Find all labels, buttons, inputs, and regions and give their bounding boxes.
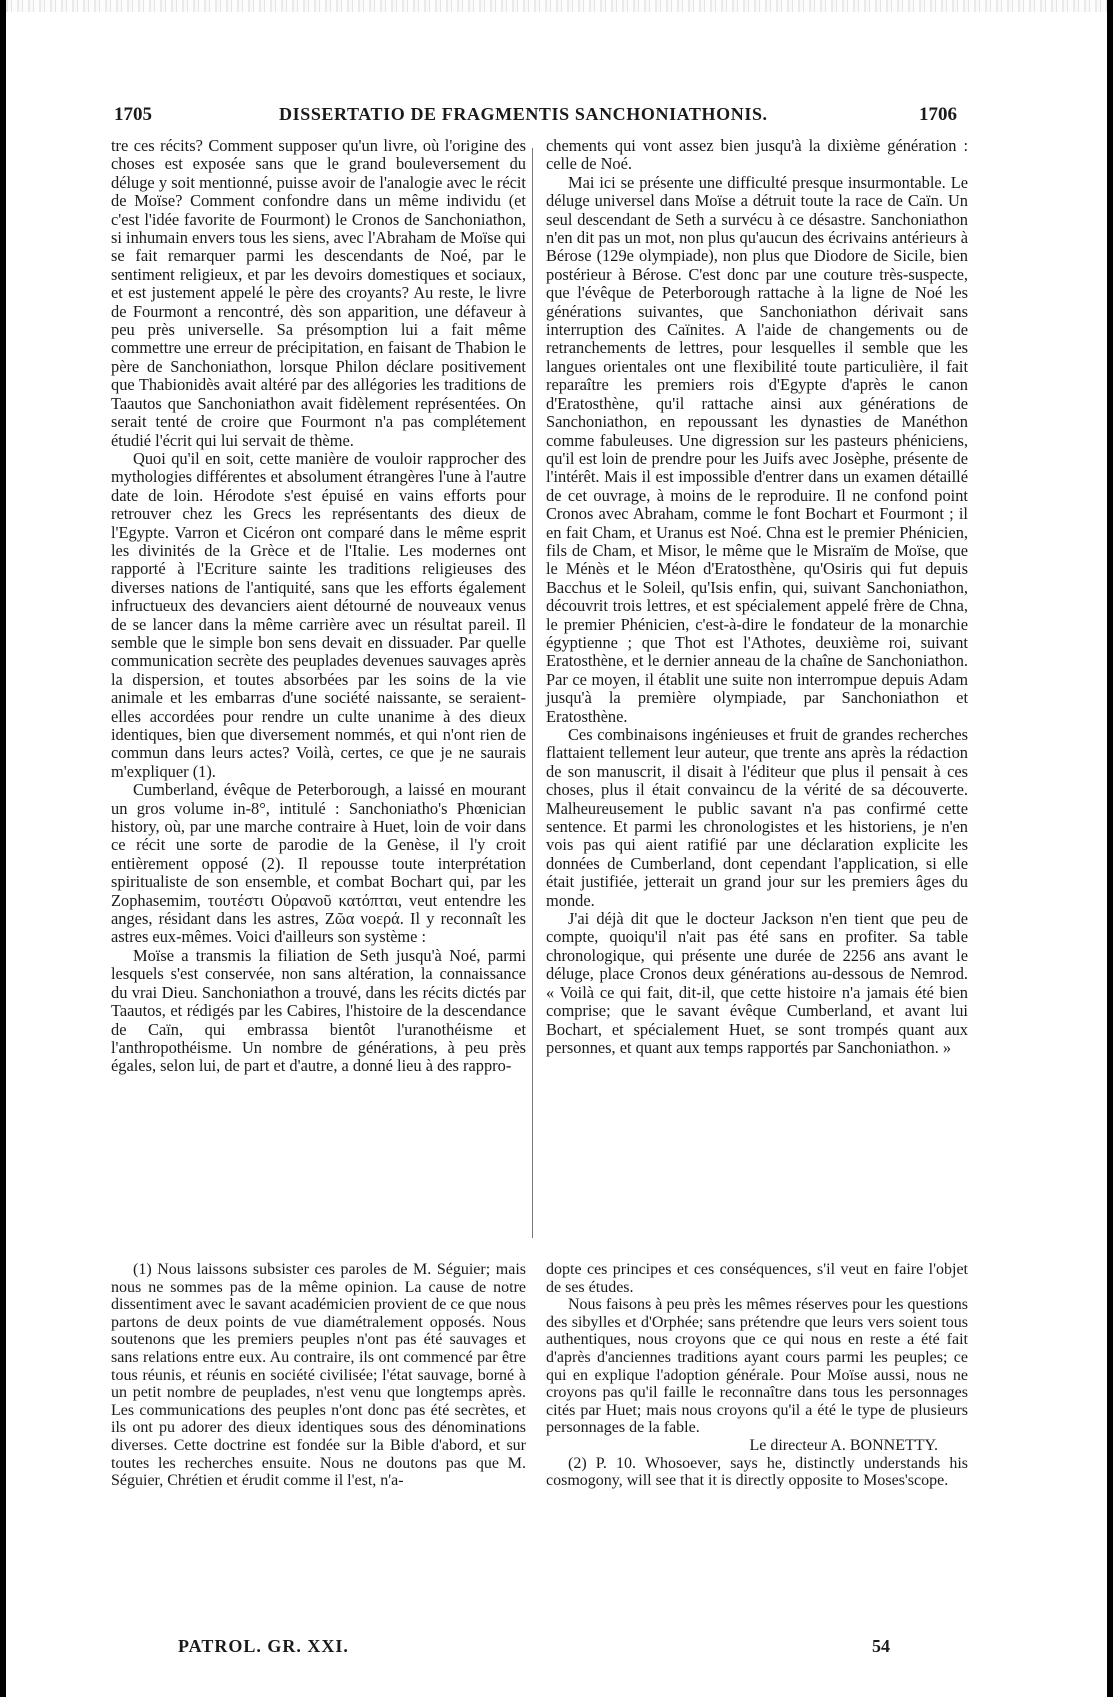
running-title: DISSERTATIO DE FRAGMENTIS SANCHONIATHONIS.	[279, 104, 768, 124]
footnote: (1) Nous laissons subsister ces paroles de M. Séguier; mais nous ne sommes pas de la même opinion. La cause de notre dissentiment avec le savant académicien provient de ce que nous partons de deux points de vue diamétralement opposés. Nous soutenons que les premiers peuples n'ont pas été sauvages et sans relations entre eux. Au contraire, ils ont commencé par être tous réunis, et réunis en société civilisée; l'état sauvage, borné à un petit nombre de peuplades, n'est venu que longtemps après. Les communications des peuples n'ont donc pas été secrètes, et ils ont pu adorer des dieux identiques sous des dénominations diverses. Cette doctrine est fondée sur la Bible d'abord, et sur toutes les recherches ensuite. Nous ne doutons pas que M. Séguier, Chrétien et érudit comme il l'est, n'a-	[111, 1261, 526, 1490]
paragraph: Mai ici se présente une difficulté presque insurmontable. Le déluge universel dans Moïse a détruit toute la race de Caïn. Un seul descendant de Seth a survécu à ce désastre. Sanchoniathon n'en dit pas un mot, non plus qu'aucun des écrivains antérieurs à Bérose (129e olympiade), non plus que Diodore de Sicile, bien postérieur à Bérose. C'est donc par une couture très-suspecte, que l'évêque de Peterborough rattache à la ligne de Noé les générations suivantes, que Sanchoniathon dérivait sans interruption des Caïnites. A l'aide de changements ou de retranchements de lettres, pour lesquelles il semble que les langues orientales ont une flexibilité toute particulière, il fait reparaître les premiers rois d'Egypte d'après le canon d'Eratosthène, qu'il rattache ainsi aux générations de Sanchoniathon, en repoussant les dynasties de Manéthon comme fabuleuses. Une digression sur les pasteurs phéniciens, qu'il est loin de prendre pour les Juifs avec Josèphe, présente de l'intérêt. Mais il est impossible d'entrer dans un examen détaillé de cet ouvrage, à moins de le reproduire. Il ne confond point Cronos avec Abraham, comme le font Bochart et Fourmont ; il en fait Cham, et Uranus est Noé. Chna est le premier Phénicien, fils de Cham, et Misor, le même que le Misraïm de Moïse, que le Ménès et le Méon d'Eratosthène, qu'Osiris qui fut depuis Bacchus et le Soleil, qu'Isis enfin, qui, suivant Sanchoniathon, découvrit trois lettres, et est spécialement appelé frère de Chna, le premier Phénicien, c'est-à-dire le fondateur de la monarchie égyptienne ; que Thot est l'Athotes, deuxième roi, suivant Eratosthène, et le dernier anneau de la chaîne de Sanchoniathon. Par ce moyen, il établit une suite non interrompue depuis Adam jusqu'à la première olympiade, par Sanchoniathon et Eratosthène.	[546, 172, 968, 726]
paragraph: Moïse a transmis la filiation de Seth jusqu'à Noé, parmi lesquels s'est conservée, non sans altération, la connaissance du vrai Dieu. Sanchoniathon a trouvé, dans les récits dictés par Taautos, et rédigés par les Cabires, l'histoire de la descendance de Caïn, qui embrassa bientôt l'uranothéisme et l'anthropothéisme. Un nombre de générations, à peu près égales, selon lui, de part et d'autre, a donné lieu à des rappro-	[111, 945, 526, 1076]
paragraph: J'ai déjà dit que le docteur Jackson n'en tient que peu de compte, quoiqu'il n'ait pas été sans en profiter. Sa table chronologique, qui présente une durée de 2256 ans avant le déluge, place Cronos deux générations au-dessous de Nemrod. « Voilà ce qui fait, dit-il, que cette histoire n'a jamais été bien comprise; que le savant évêque Cumberland, et avant lui Bochart, et spécialement Huet, se sont trompés quant aux personnes, et quant aux temps rapportés par Sanchoniathon. »	[546, 909, 968, 1057]
right-column	[546, 137, 968, 1057]
scanned-page	[6, 0, 1107, 1697]
footnote-continuation: dopte ces principes et ces conséquences, s'il veut en faire l'objet de ses études.	[546, 1261, 968, 1296]
left-column	[111, 137, 526, 1076]
paragraph: Quoi qu'il en soit, cette manière de vouloir rapprocher des mythologies différentes et absolument étrangères l'une à l'autre date de loin. Hérodote s'est épuisé en vains efforts pour retrouver chez les Grecs les représentants des dieux de l'Egypte. Varron et Cicéron ont comparé dans le même esprit les divinités de la Grèce et de l'Italie. Les modernes ont rapporté à l'Ecriture sainte les traditions religieuses des diverses nations de l'antiquité, sans que les efforts également infructueux des devanciers aient détourné de nouveaux venus de se lancer dans la même carrière avec un résultat pareil. Il semble que le simple bon sens devait en dissuader. Par quelle communication secrète des peuplades devenues sauvages après la dispersion, et toutes absorbées par les soins de la vie animale et les embarras d'une société naissante, se seraient-elles accordées pour rendre un culte unanime à des dieux identiques, bien que diversement nommés, et qui n'ont rien de commun dans leurs actes? Voilà, certes, ce que je ne saurais m'expliquer (1).	[111, 448, 526, 781]
editor-signature: Le directeur A. BONNETTY.	[749, 1436, 938, 1454]
footnotes-right	[546, 1261, 968, 1490]
page-number-right: 1706	[919, 104, 957, 125]
page-number-left: 1705	[114, 104, 152, 125]
paragraph: Ces combinaisons ingénieuses et fruit de grandes recherches flattaient tellement leur auteur, que trente ans après la rédaction de son manuscrit, il disait à l'éditeur que plus il pensait à ces choses, plus il était convaincu de la vérité de sa découverte. Malheureusement le public savant n'a pas confirmé cette sentence. Et parmi les chronologistes et les historiens, je n'en vois pas qui aient ratifié par une déclaration explicite les données de Cumberland, dont cependant l'application, si elle était justifiée, jetterait un grand jour sur les premiers âges du monde.	[546, 725, 968, 910]
collection-label: PATROL. GR. XXI.	[178, 1636, 349, 1656]
paragraph: chements qui vont assez bien jusqu'à la dixième génération : celle de Noé.	[546, 136, 968, 174]
signature-number: 54	[872, 1636, 890, 1656]
running-header	[6, 104, 1107, 134]
footnotes-left	[111, 1261, 526, 1490]
paragraph: Cumberland, évêque de Peterborough, a laissé en mourant un gros volume in-8°, intitulé : Sanchoniatho's Phœnician history, où, par une marche contraire à Huet, loin de voir dans ce récit une sorte de parodie de la Genèse, il l'y croit entièrement opposé (2). Il repousse toute interprétation spiritualiste de son ensemble, et combat Bochart qui, par les Zophasemim, τουτέστι Οὐρανοῦ κατόπται, veut entendre les anges, résidant dans les astres, Ζῶα νοερά. Il y reconnaît les astres eux-mêmes. Voici d'ailleurs son système :	[111, 780, 526, 947]
column-divider	[532, 148, 533, 1238]
footnote: Nous faisons à peu près les mêmes réserves pour les questions des sibylles et d'Orphée; sans prétendre que leurs vers soient tous authentiques, nous croyons que ce qui nous en reste a été fait d'après d'anciennes traditions ayant cours parmi les peuples; ce qui en explique l'adoption générale. Pour Moïse aussi, nous ne croyons pas qu'il faille le reconnaître dans tous les personnages cités par Huet; mais nous croyons qu'il a été le type de plusieurs personnages de la fable.	[546, 1296, 968, 1437]
scan-edge-noise	[6, 0, 1107, 12]
footnote: (2) P. 10. Whosoever, says he, distinctly understands his cosmogony, will see that it is directly opposite to Moses'scope.	[546, 1454, 968, 1490]
paragraph: tre ces récits? Comment supposer qu'un livre, où l'origine des choses est exposée sans que le grand bouleversement du déluge y soit mentionné, puisse avoir de l'analogie avec le récit de Moïse? Comment confondre dans un même individu (et c'est l'idée favorite de Fourmont) le Cronos de Sanchoniathon, si inhumain envers tous les siens, avec l'Abraham de Moïse qui se fait remarquer parmi les descendants de Noé, par le sentiment religieux, et par les devoirs domestiques et sociaux, et est justement appelé le père des croyants? Au reste, le livre de Fourmont a rencontré, dès son apparition, une défaveur à peu près universelle. Sa présomption lui a fait même commettre une erreur de précipitation, en faisant de Thabion le père de Sanchoniathon, lorsque Philon déclare positivement que Thabionidès avait altéré par des allégories les traditions de Taautos que Sanchoniathon avait fidèlement représentées. On serait tenté de croire que Fourmont n'a pas complétement étudié l'écrit qui lui servait de thème.	[111, 136, 526, 450]
